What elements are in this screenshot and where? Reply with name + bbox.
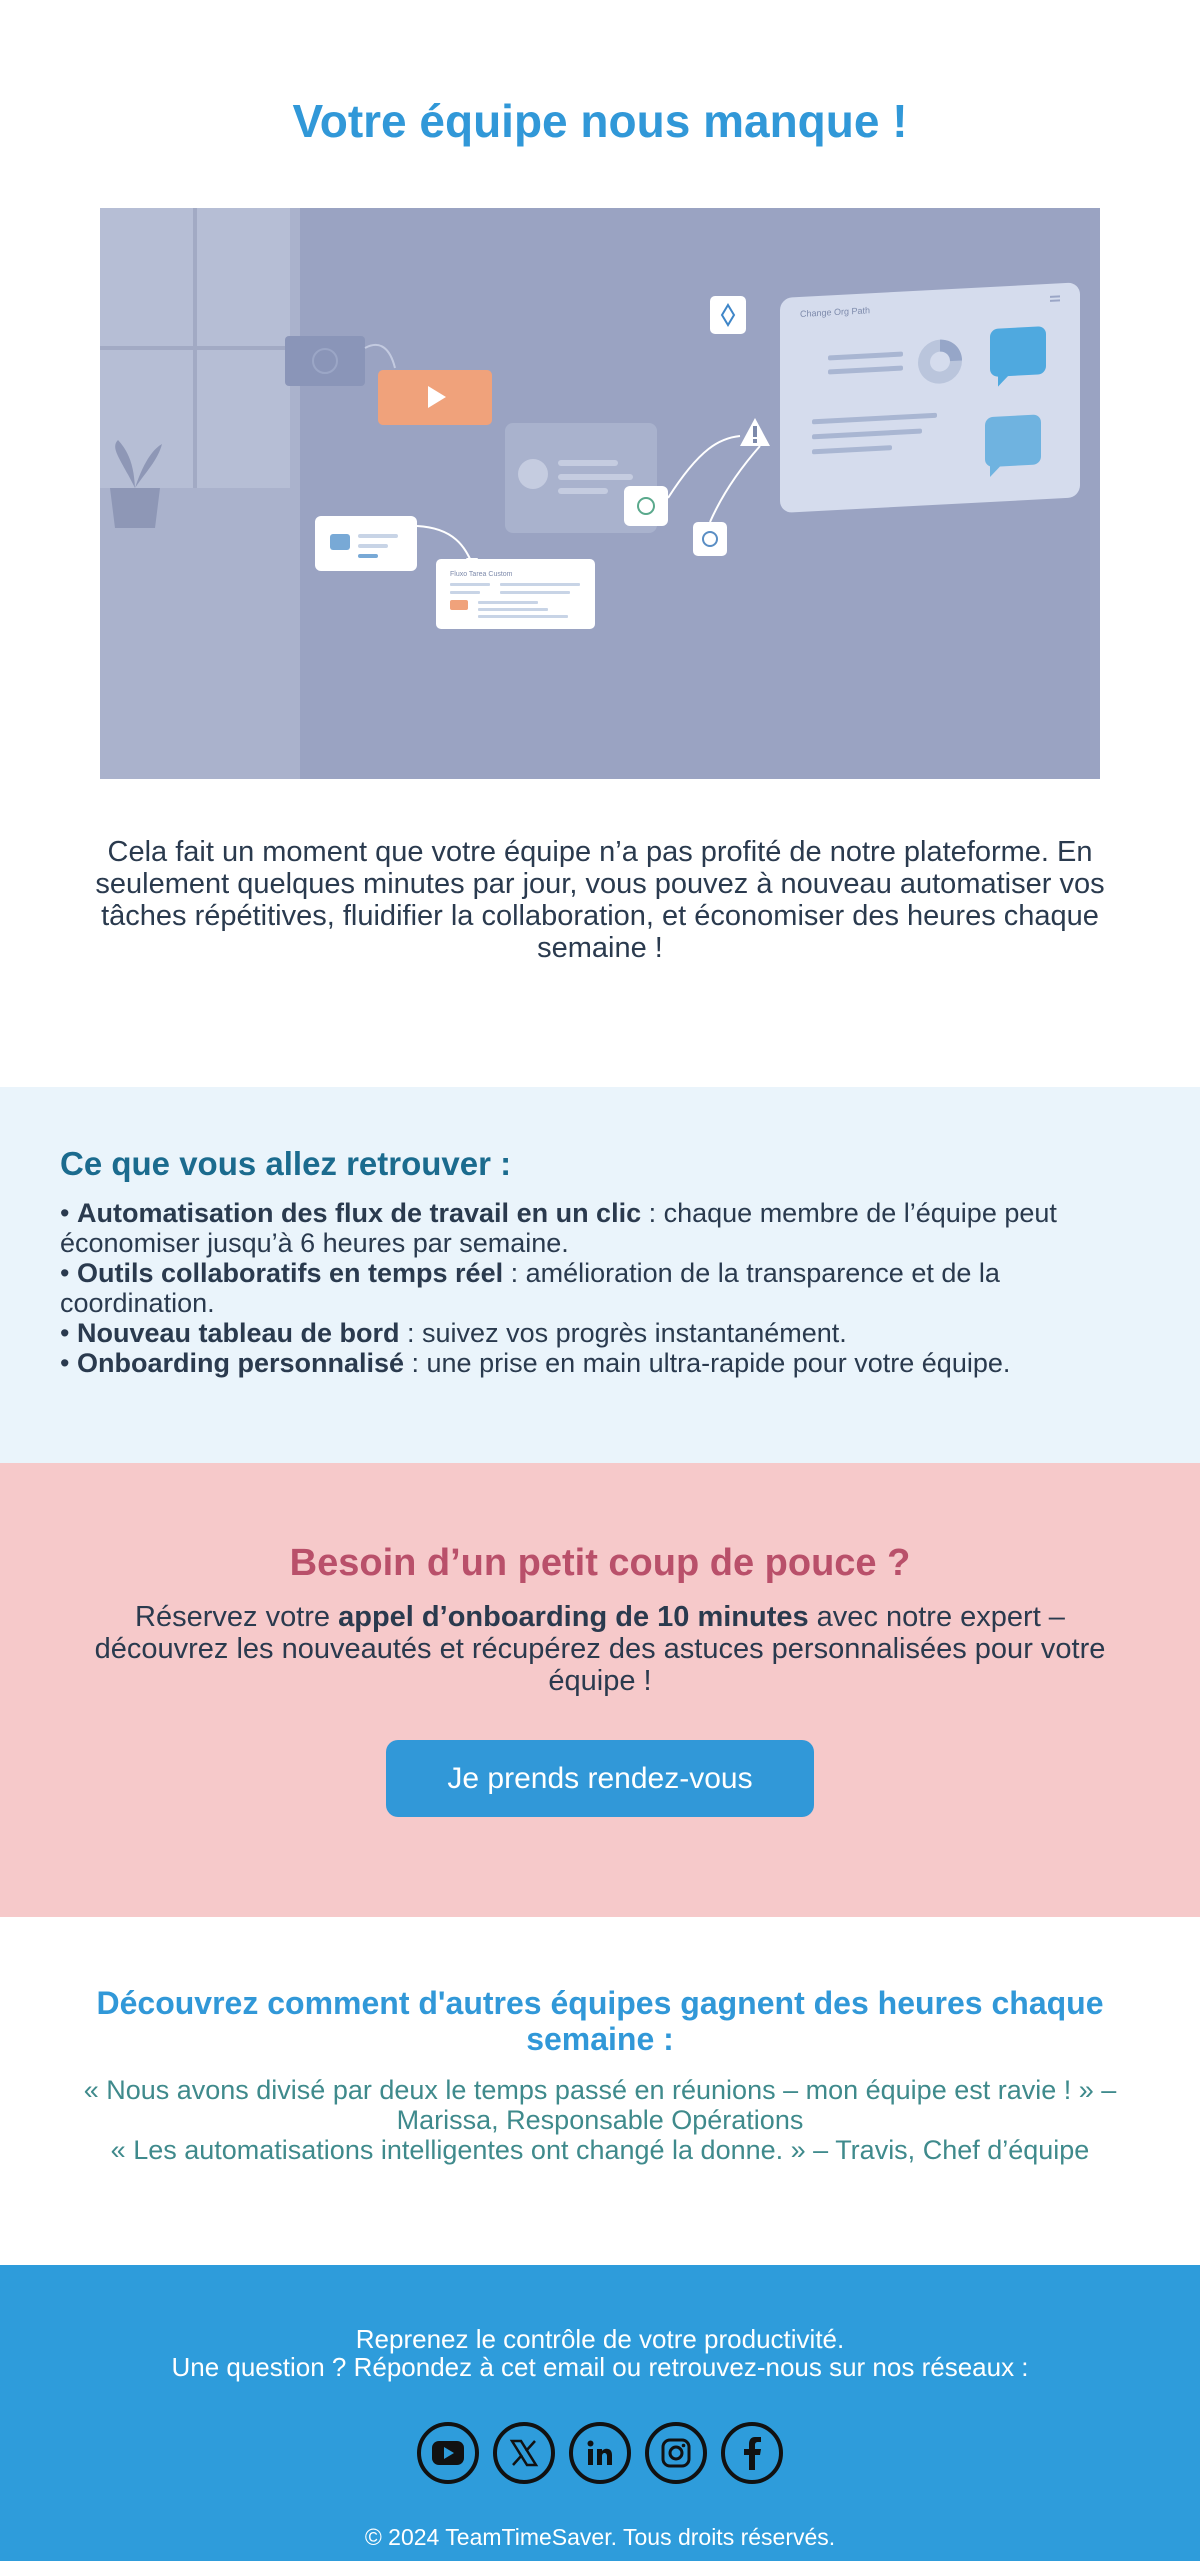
hero-title: Votre équipe nous manque !: [292, 95, 908, 147]
testimonials-quotes: [50, 2075, 1150, 2165]
testimonial-quote: « Les automatisations intelligentes ont changé la donne. » – Travis, Chef d’équipe: [110, 2135, 1090, 2165]
copyright-text: © 2024 TeamTimeSaver. Tous droits réservés.: [364, 2524, 836, 2550]
list-item: • Outils collaboratifs en temps réel : amélioration de la transparence et de la coordination.: [60, 1258, 1000, 1318]
feature-bold: Automatisation des flux de travail en un clic: [76, 1198, 642, 1228]
youtube-icon[interactable]: [417, 2422, 479, 2484]
footer-line-2: Une question ? Répondez à cet email ou retrouvez-nous sur nos réseaux :: [171, 2352, 1029, 2382]
feature-text: : chaque membre de l’équipe peut économiser jusqu’à 6 heures par semaine.: [60, 1198, 1057, 1258]
book-appointment-button[interactable]: Je prends rendez-vous: [386, 1740, 814, 1817]
feature-text: : une prise en main ultra-rapide pour votre équipe.: [404, 1348, 1011, 1378]
features-list: [60, 1198, 1150, 1378]
hero-illustration: [100, 208, 1100, 779]
footer-section: [0, 2265, 1200, 2561]
feature-text: : suivez vos progrès instantanément.: [399, 1318, 847, 1348]
feature-bold: Nouveau tableau de bord: [76, 1318, 400, 1348]
facebook-icon[interactable]: [721, 2422, 783, 2484]
help-text: [70, 1601, 1130, 1697]
features-title: Ce que vous allez retrouver :: [60, 1145, 512, 1182]
illustration-card-label: Fluxo Tarea Custom: [450, 571, 513, 578]
help-text-after: avec notre expert – découvrez les nouveautés et récupérez des astuces personnalisées pour votre équipe !: [94, 1601, 1106, 1697]
help-title: Besoin d’un petit coup de pouce ?: [289, 1542, 911, 1584]
feature-text: : amélioration de la transparence et de la coordination.: [60, 1258, 1000, 1318]
feature-bold: Onboarding personnalisé: [76, 1348, 405, 1378]
footer-line-1: Reprenez le contrôle de votre productivité.: [355, 2324, 845, 2354]
footer-text: [0, 2325, 1200, 2381]
list-item: • Nouveau tableau de bord : suivez vos progrès instantanément.: [60, 1318, 847, 1348]
x-icon[interactable]: [493, 2422, 555, 2484]
testimonial-quote: « Nous avons divisé par deux le temps passé en réunions – mon équipe est ravie ! » – Marissa, Responsable Opérations: [83, 2075, 1117, 2135]
help-text-bold: appel d’onboarding de 10 minutes: [338, 1601, 809, 1633]
list-item: • Automatisation des flux de travail en un clic : chaque membre de l’équipe peut économiser jusqu’à 6 heures par semaine.: [60, 1198, 1057, 1258]
feature-bold: Outils collaboratifs en temps réel: [76, 1258, 504, 1288]
linkedin-icon[interactable]: [569, 2422, 631, 2484]
hero-text: Cela fait un moment que votre équipe n’a pas profité de notre plateforme. En seulement quelques minutes par jour, vous pouvez à nouveau automatiser vos tâches répétitives, fluidifier la collaboration, et économiser des heures chaque semaine !: [95, 836, 1105, 964]
testimonials-title: Découvrez comment d'autres équipes gagnent des heures chaque semaine :: [96, 1985, 1104, 2057]
help-text-before: Réservez votre: [135, 1601, 339, 1633]
workflow-illustration: [100, 208, 1100, 779]
list-item: • Onboarding personnalisé : une prise en main ultra-rapide pour votre équipe.: [60, 1348, 1011, 1378]
social-links: [417, 2422, 783, 2484]
illustration-panel-title: Change Org Path: [800, 305, 870, 319]
instagram-icon[interactable]: [645, 2422, 707, 2484]
